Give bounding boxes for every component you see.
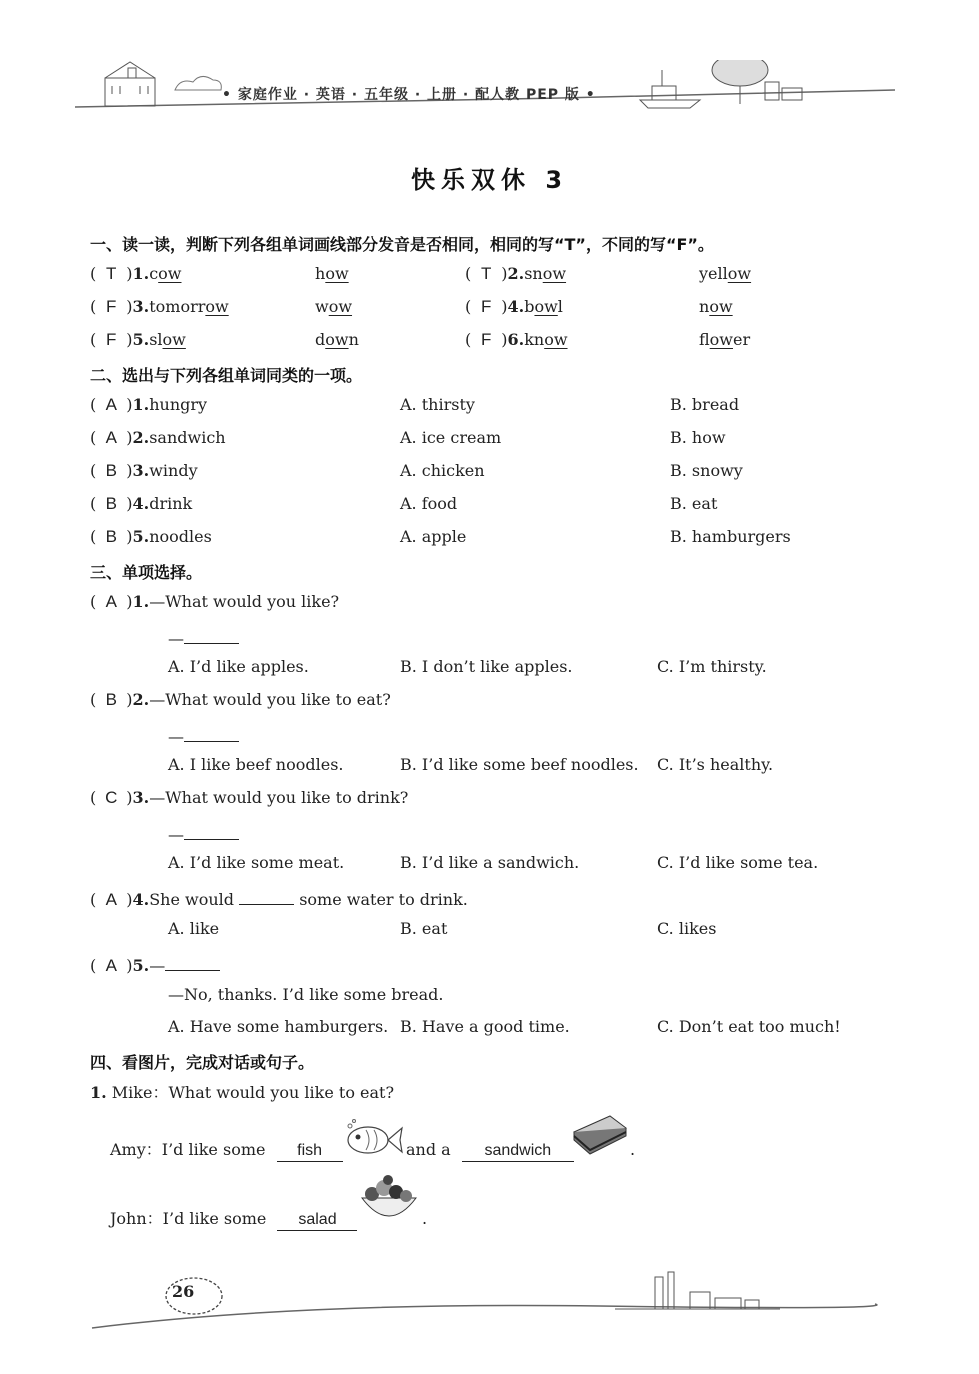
- paren: ): [126, 592, 133, 611]
- s3-q2-option-a: A. I like beef noodles.: [168, 755, 344, 774]
- dash: —: [168, 727, 184, 746]
- city-skyline-icon: [615, 1272, 780, 1309]
- word-1-underlined: ow: [542, 264, 567, 283]
- answer: B: [105, 527, 117, 546]
- question-number: 1.: [132, 395, 150, 414]
- question-text: —What would you like to eat?: [149, 690, 391, 709]
- paren: (: [90, 461, 97, 480]
- cloud-icon: [175, 76, 221, 90]
- word-1-underlined: ow: [534, 297, 558, 316]
- s1-item-compare: [699, 297, 733, 317]
- s2-item: [90, 527, 212, 547]
- s4-line-amy: [110, 1140, 343, 1162]
- paren: (: [90, 890, 97, 909]
- paren: ): [126, 395, 133, 414]
- s3-q1-reply: [168, 625, 239, 649]
- s2-option-a: A. apple: [400, 527, 467, 546]
- answer: A: [105, 395, 117, 414]
- s3-question-5: [90, 952, 220, 976]
- word-1-start: kn: [524, 330, 545, 349]
- answer-sandwich: sandwich: [462, 1141, 574, 1162]
- s3-question-2: [90, 690, 391, 710]
- s1-item-compare: [315, 297, 352, 317]
- question-number: 4.: [132, 494, 150, 513]
- s3-q2-option-b: B. I’d like some beef noodles.: [400, 755, 639, 774]
- answer-fish: fish: [277, 1141, 343, 1162]
- s4-line-john: [110, 1209, 357, 1231]
- dash: —: [168, 629, 184, 648]
- s2-option-a: A. thirsty: [400, 395, 475, 414]
- s1-item-compare: [699, 264, 751, 284]
- word-1-underlined: ow: [205, 297, 229, 316]
- john-text: John：I’d like some: [110, 1209, 267, 1228]
- question-number: 1.: [90, 1083, 107, 1102]
- answer-blank: [165, 952, 220, 971]
- paren: (: [465, 297, 472, 316]
- word-1: [149, 264, 181, 283]
- word-2-underlined: ow: [709, 297, 733, 316]
- s4-amy-continuation: [406, 1140, 574, 1162]
- word-2-start: n: [699, 297, 710, 316]
- word-1-underlined: ow: [158, 264, 182, 283]
- s3-q5-option-c: C. Don’t eat too much!: [657, 1017, 841, 1036]
- word-1-end: l: [557, 297, 563, 316]
- dash: —: [168, 825, 184, 844]
- question-number: 2.: [132, 690, 150, 709]
- s3-q1-option-a: A. I’d like apples.: [168, 657, 309, 676]
- s1-item: [465, 264, 566, 284]
- s2-option-b: B. how: [670, 428, 726, 447]
- s2-option-b: B. snowy: [670, 461, 743, 480]
- answer: A: [105, 592, 117, 611]
- s3-q3-reply: [168, 821, 239, 845]
- word-1: [524, 264, 566, 283]
- s2-option-b: B. hamburgers: [670, 527, 791, 546]
- amy-mid-text: and a: [406, 1140, 451, 1159]
- paren: (: [465, 264, 472, 283]
- word-2-start: yell: [699, 264, 728, 283]
- answer-blank: [184, 723, 239, 742]
- word: drink: [149, 494, 193, 513]
- paren: ): [126, 264, 133, 283]
- s3-q5-reply: —No, thanks. I’d like some bread.: [168, 985, 444, 1004]
- section-2-title: 二、选出与下列各组单词同类的一项。: [90, 366, 363, 385]
- question-number: 1.: [132, 264, 150, 283]
- salad-icon: [358, 1172, 420, 1228]
- answer: B: [105, 690, 117, 709]
- question-number: 4.: [132, 890, 150, 909]
- s1-item: [465, 297, 563, 317]
- s2-item: [90, 494, 192, 514]
- word-2-start: d: [315, 330, 326, 349]
- word-2-start: w: [315, 297, 329, 316]
- page-title: 快乐双休 3: [410, 166, 569, 194]
- word-1-underlined: ow: [162, 330, 186, 349]
- question-number: 5.: [132, 330, 150, 349]
- fish-icon: [344, 1118, 404, 1158]
- section-4-title: 四、看图片，完成对话或句子。: [90, 1053, 315, 1072]
- answer: F: [481, 330, 492, 349]
- page-number: 26: [172, 1282, 195, 1301]
- s2-option-b: B. eat: [670, 494, 718, 513]
- s3-question-4: [90, 886, 468, 910]
- amy-text: Amy：I’d like some: [110, 1140, 266, 1159]
- answer: B: [105, 494, 117, 513]
- question-text-start: She would: [149, 890, 235, 909]
- word-1-start: c: [149, 264, 159, 283]
- paren: (: [90, 297, 97, 316]
- s1-item-compare: [315, 264, 349, 284]
- s3-question-3: [90, 788, 408, 808]
- s2-option-a: A. ice cream: [400, 428, 502, 447]
- s1-item-compare: [315, 330, 359, 350]
- s2-item: [90, 428, 226, 448]
- word-2-underlined: ow: [328, 297, 353, 316]
- word: windy: [149, 461, 198, 480]
- s2-item: [90, 461, 198, 481]
- question-number: 3.: [132, 788, 150, 807]
- paren: ): [126, 494, 133, 513]
- dash: —: [149, 956, 166, 975]
- answer: A: [105, 428, 117, 447]
- paren: (: [90, 527, 97, 546]
- word-1: [524, 297, 563, 316]
- answer-blank: [239, 886, 294, 905]
- paren: ): [501, 330, 508, 349]
- paren: ): [126, 956, 133, 975]
- word-2-underlined: ow: [709, 330, 733, 349]
- paren: ): [126, 690, 133, 709]
- boat-icon: [640, 70, 700, 108]
- answer: F: [106, 330, 117, 349]
- answer: A: [105, 890, 117, 909]
- paren: (: [465, 330, 472, 349]
- answer: B: [105, 461, 117, 480]
- paren: ): [126, 461, 133, 480]
- word-2-start: fl: [699, 330, 710, 349]
- word-2-start: h: [315, 264, 326, 283]
- tree-icon: [712, 60, 802, 104]
- question-number: 5.: [132, 527, 150, 546]
- s1-item: [90, 264, 182, 284]
- word-1-start: sn: [524, 264, 543, 283]
- s3-q1-option-c: C. I’m thirsty.: [657, 657, 767, 676]
- question-text: —What would you like to drink?: [149, 788, 409, 807]
- word-1: [524, 330, 567, 349]
- answer-salad: salad: [277, 1210, 357, 1231]
- word-1: [149, 330, 186, 349]
- paren: (: [90, 330, 97, 349]
- s1-item: [90, 297, 229, 317]
- answer-blank: [184, 821, 239, 840]
- s1-item-compare: [699, 330, 750, 350]
- question-text-end: some water to drink.: [299, 890, 468, 909]
- s2-option-a: A. chicken: [400, 461, 485, 480]
- paren: (: [90, 592, 97, 611]
- s3-q4-option-b: B. eat: [400, 919, 448, 938]
- section-1-title: 一、读一读，判断下列各组单词画线部分发音是否相同，相同的写“T”，不同的写“F”。: [90, 235, 714, 254]
- s3-q4-option-a: A. like: [168, 919, 220, 938]
- s3-q5-option-a: A. Have some hamburgers.: [168, 1017, 389, 1036]
- s1-item: [90, 330, 186, 350]
- paren: (: [90, 395, 97, 414]
- paren: ): [126, 297, 133, 316]
- word: noodles: [149, 527, 212, 546]
- header-title: • 家庭作业 · 英语 · 五年级 · 上册 · 配人教 PEP 版 •: [222, 87, 596, 103]
- s3-q3-option-c: C. I’d like some tea.: [657, 853, 819, 872]
- word-1-start: sl: [149, 330, 163, 349]
- paren: (: [90, 690, 97, 709]
- word: hungry: [149, 395, 208, 414]
- question-number: 6.: [507, 330, 525, 349]
- s2-item: [90, 395, 207, 415]
- question-number: 4.: [507, 297, 525, 316]
- sandwich-icon: [570, 1112, 630, 1157]
- paren: (: [90, 788, 97, 807]
- paren: ): [501, 264, 508, 283]
- word-2-end: er: [733, 330, 751, 349]
- question-number: 3.: [132, 297, 150, 316]
- s3-q4-option-c: C. likes: [657, 919, 717, 938]
- question-number: 2.: [507, 264, 525, 283]
- s3-q3-option-b: B. I’d like a sandwich.: [400, 853, 580, 872]
- paren: (: [90, 264, 97, 283]
- word-1-start: b: [524, 297, 535, 316]
- word-2-underlined: ow: [325, 330, 349, 349]
- paren: ): [501, 297, 508, 316]
- answer: C: [105, 788, 118, 807]
- s3-question-1: [90, 592, 339, 612]
- answer-blank: [184, 625, 239, 644]
- s2-option-b: B. bread: [670, 395, 740, 414]
- s4-john-end: .: [422, 1209, 428, 1228]
- word-1-underlined: ow: [544, 330, 568, 349]
- s2-option-a: A. food: [400, 494, 458, 513]
- question-number: 5.: [132, 956, 150, 975]
- s4-line-mike: [90, 1083, 394, 1103]
- word-2-end: n: [348, 330, 359, 349]
- word-1: [149, 297, 229, 316]
- answer: F: [106, 297, 117, 316]
- question-text: —What would you like?: [149, 592, 340, 611]
- answer: A: [105, 956, 117, 975]
- paren: ): [126, 330, 133, 349]
- s4-amy-end: .: [630, 1140, 636, 1159]
- s3-q1-option-b: B. I don’t like apples.: [400, 657, 573, 676]
- answer: F: [481, 297, 492, 316]
- mike-question: Mike：What would you like to eat?: [111, 1083, 395, 1102]
- question-number: 3.: [132, 461, 150, 480]
- footer-decoration: [0, 1262, 979, 1342]
- paren: (: [90, 956, 97, 975]
- word: sandwich: [149, 428, 226, 447]
- s1-item: [465, 330, 568, 350]
- paren: ): [126, 527, 133, 546]
- answer: T: [481, 264, 492, 283]
- question-number: 1.: [132, 592, 150, 611]
- word-2-underlined: ow: [325, 264, 349, 283]
- word-2-underlined: ow: [727, 264, 752, 283]
- section-3-title: 三、单项选择。: [90, 563, 203, 582]
- paren: ): [126, 890, 133, 909]
- paren: ): [126, 788, 133, 807]
- paren: ): [126, 428, 133, 447]
- answer: T: [106, 264, 117, 283]
- s3-q3-option-a: A. I’d like some meat.: [168, 853, 345, 872]
- house-icon: [105, 62, 155, 106]
- word-1-start: tomorr: [149, 297, 206, 316]
- s3-q5-option-b: B. Have a good time.: [400, 1017, 570, 1036]
- question-number: 2.: [132, 428, 150, 447]
- paren: (: [90, 494, 97, 513]
- paren: (: [90, 428, 97, 447]
- s3-q2-reply: [168, 723, 239, 747]
- s3-q2-option-c: C. It’s healthy.: [657, 755, 774, 774]
